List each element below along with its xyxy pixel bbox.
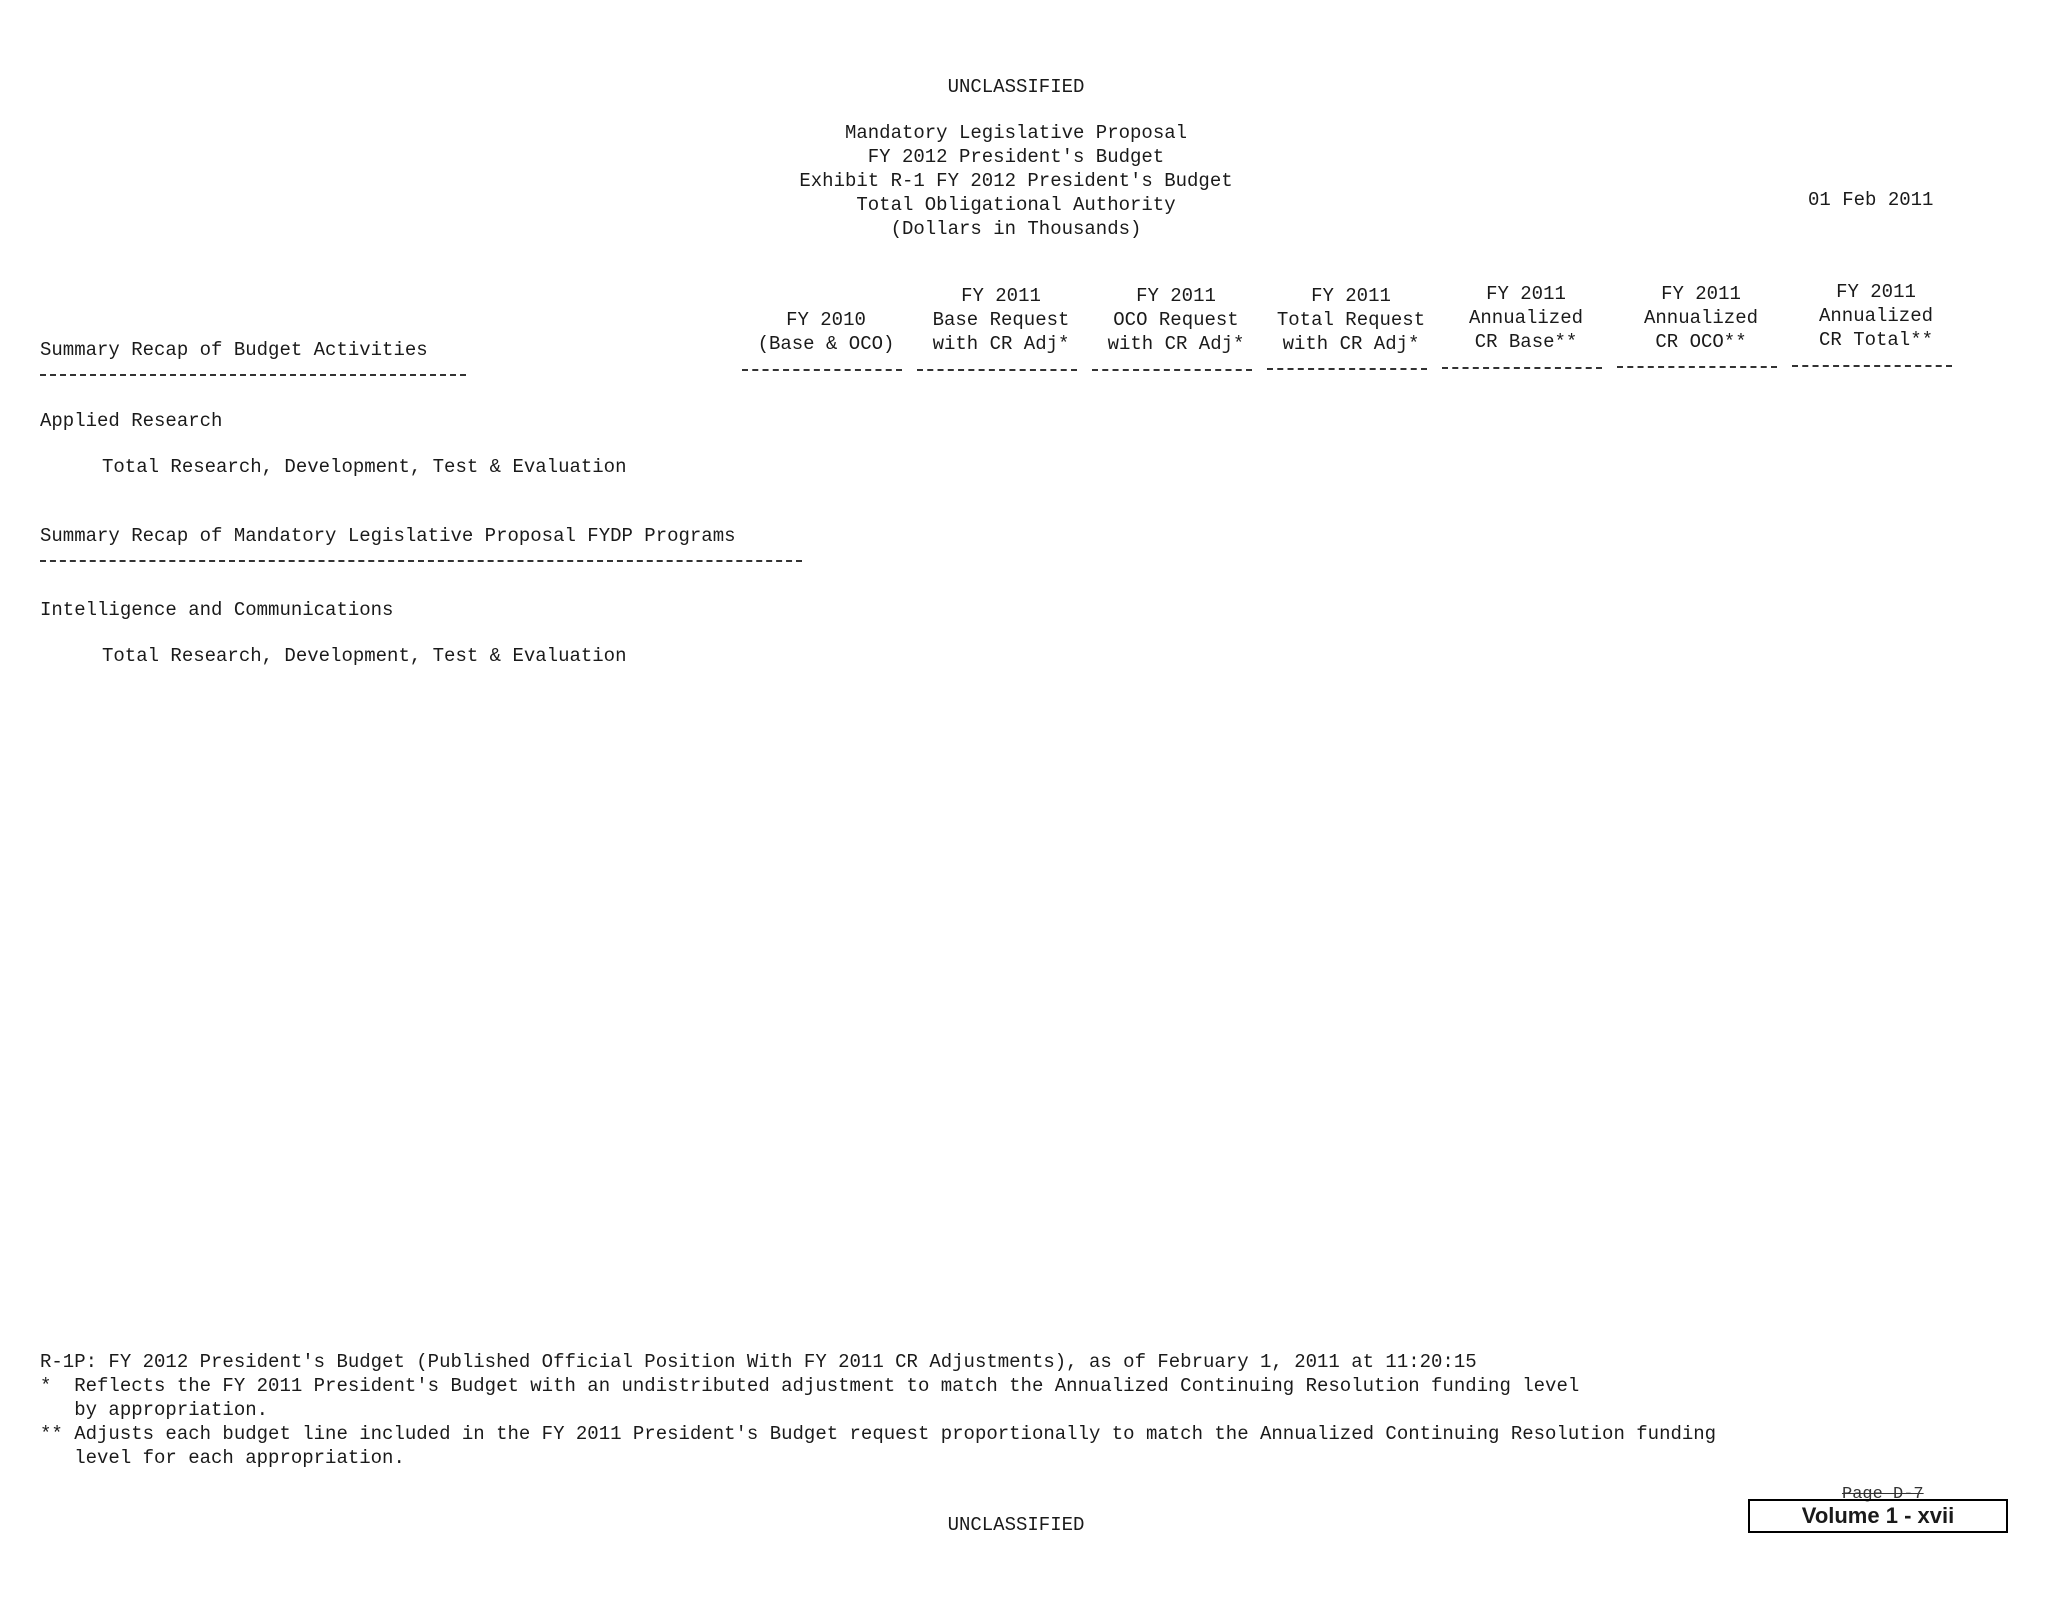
report-date: 01 Feb 2011 <box>1808 189 1934 211</box>
classification-bottom: UNCLASSIFIED <box>947 1514 1085 1536</box>
total-rdte-1: Total Research, Development, Test & Evaluation <box>102 456 627 478</box>
header-line-4: Total Obligational Authority <box>856 194 1176 216</box>
column-rule <box>1442 367 1602 369</box>
footnote-1-line-1: * Reflects the FY 2011 President's Budget with an undistributed adjustment to match the Annualized Continuing Resolution funding level <box>40 1375 1580 1397</box>
column-rule <box>917 369 1077 371</box>
footnote-1-line-2: by appropriation. <box>40 1399 269 1421</box>
column-header-cr-oco: FY 2011 Annualized CR OCO** <box>1643 283 1759 353</box>
column-rule <box>1267 368 1427 370</box>
section-title-fydp: Summary Recap of Mandatory Legislative Proposal FYDP Programs <box>40 525 736 547</box>
volume-label: Volume 1 - xvii <box>1748 1499 2008 1533</box>
section-title-rule <box>40 560 802 562</box>
footnote-2-line-1: ** Adjusts each budget line included in the FY 2011 President's Budget request proportionally to match the Annualized Continuing Resolution funding <box>40 1423 1717 1445</box>
column-header-fy2011-oco: FY 2011 OCO Request with CR Adj* <box>1107 285 1245 355</box>
header-line-1: Mandatory Legislative Proposal <box>844 122 1188 144</box>
header-line-3: Exhibit R-1 FY 2012 President's Budget <box>799 170 1233 192</box>
page-label: Page D-7 <box>1842 1485 1924 1504</box>
column-header-fy2011-total: FY 2011 Total Request with CR Adj* <box>1276 285 1426 355</box>
row-header-label: Summary Recap of Budget Activities <box>40 339 428 361</box>
column-rule <box>1092 369 1252 371</box>
column-header-cr-total: FY 2011 Annualized CR Total** <box>1818 281 1934 351</box>
column-header-cr-base: FY 2011 Annualized CR Base** <box>1468 283 1584 353</box>
column-rule <box>1792 365 1952 367</box>
column-header-fy2011-base: FY 2011 Base Request with CR Adj* <box>932 285 1070 355</box>
column-header-fy2010: FY 2010 (Base & OCO) <box>757 309 895 355</box>
category-intelligence: Intelligence and Communications <box>40 599 394 621</box>
header-line-5: (Dollars in Thousands) <box>890 218 1142 240</box>
column-rule <box>742 369 902 371</box>
classification-top: UNCLASSIFIED <box>947 76 1085 98</box>
column-rule <box>1617 366 1777 368</box>
header-line-2: FY 2012 President's Budget <box>867 146 1165 168</box>
row-header-rule <box>40 374 466 376</box>
footnote-source: R-1P: FY 2012 President's Budget (Published Official Position With FY 2011 CR Adjustments), as of February 1, 2011 at 11:20:15 <box>40 1351 1477 1373</box>
category-applied-research: Applied Research <box>40 410 223 432</box>
footnote-2-line-2: level for each appropriation. <box>40 1447 405 1469</box>
total-rdte-2: Total Research, Development, Test & Evaluation <box>102 645 627 667</box>
